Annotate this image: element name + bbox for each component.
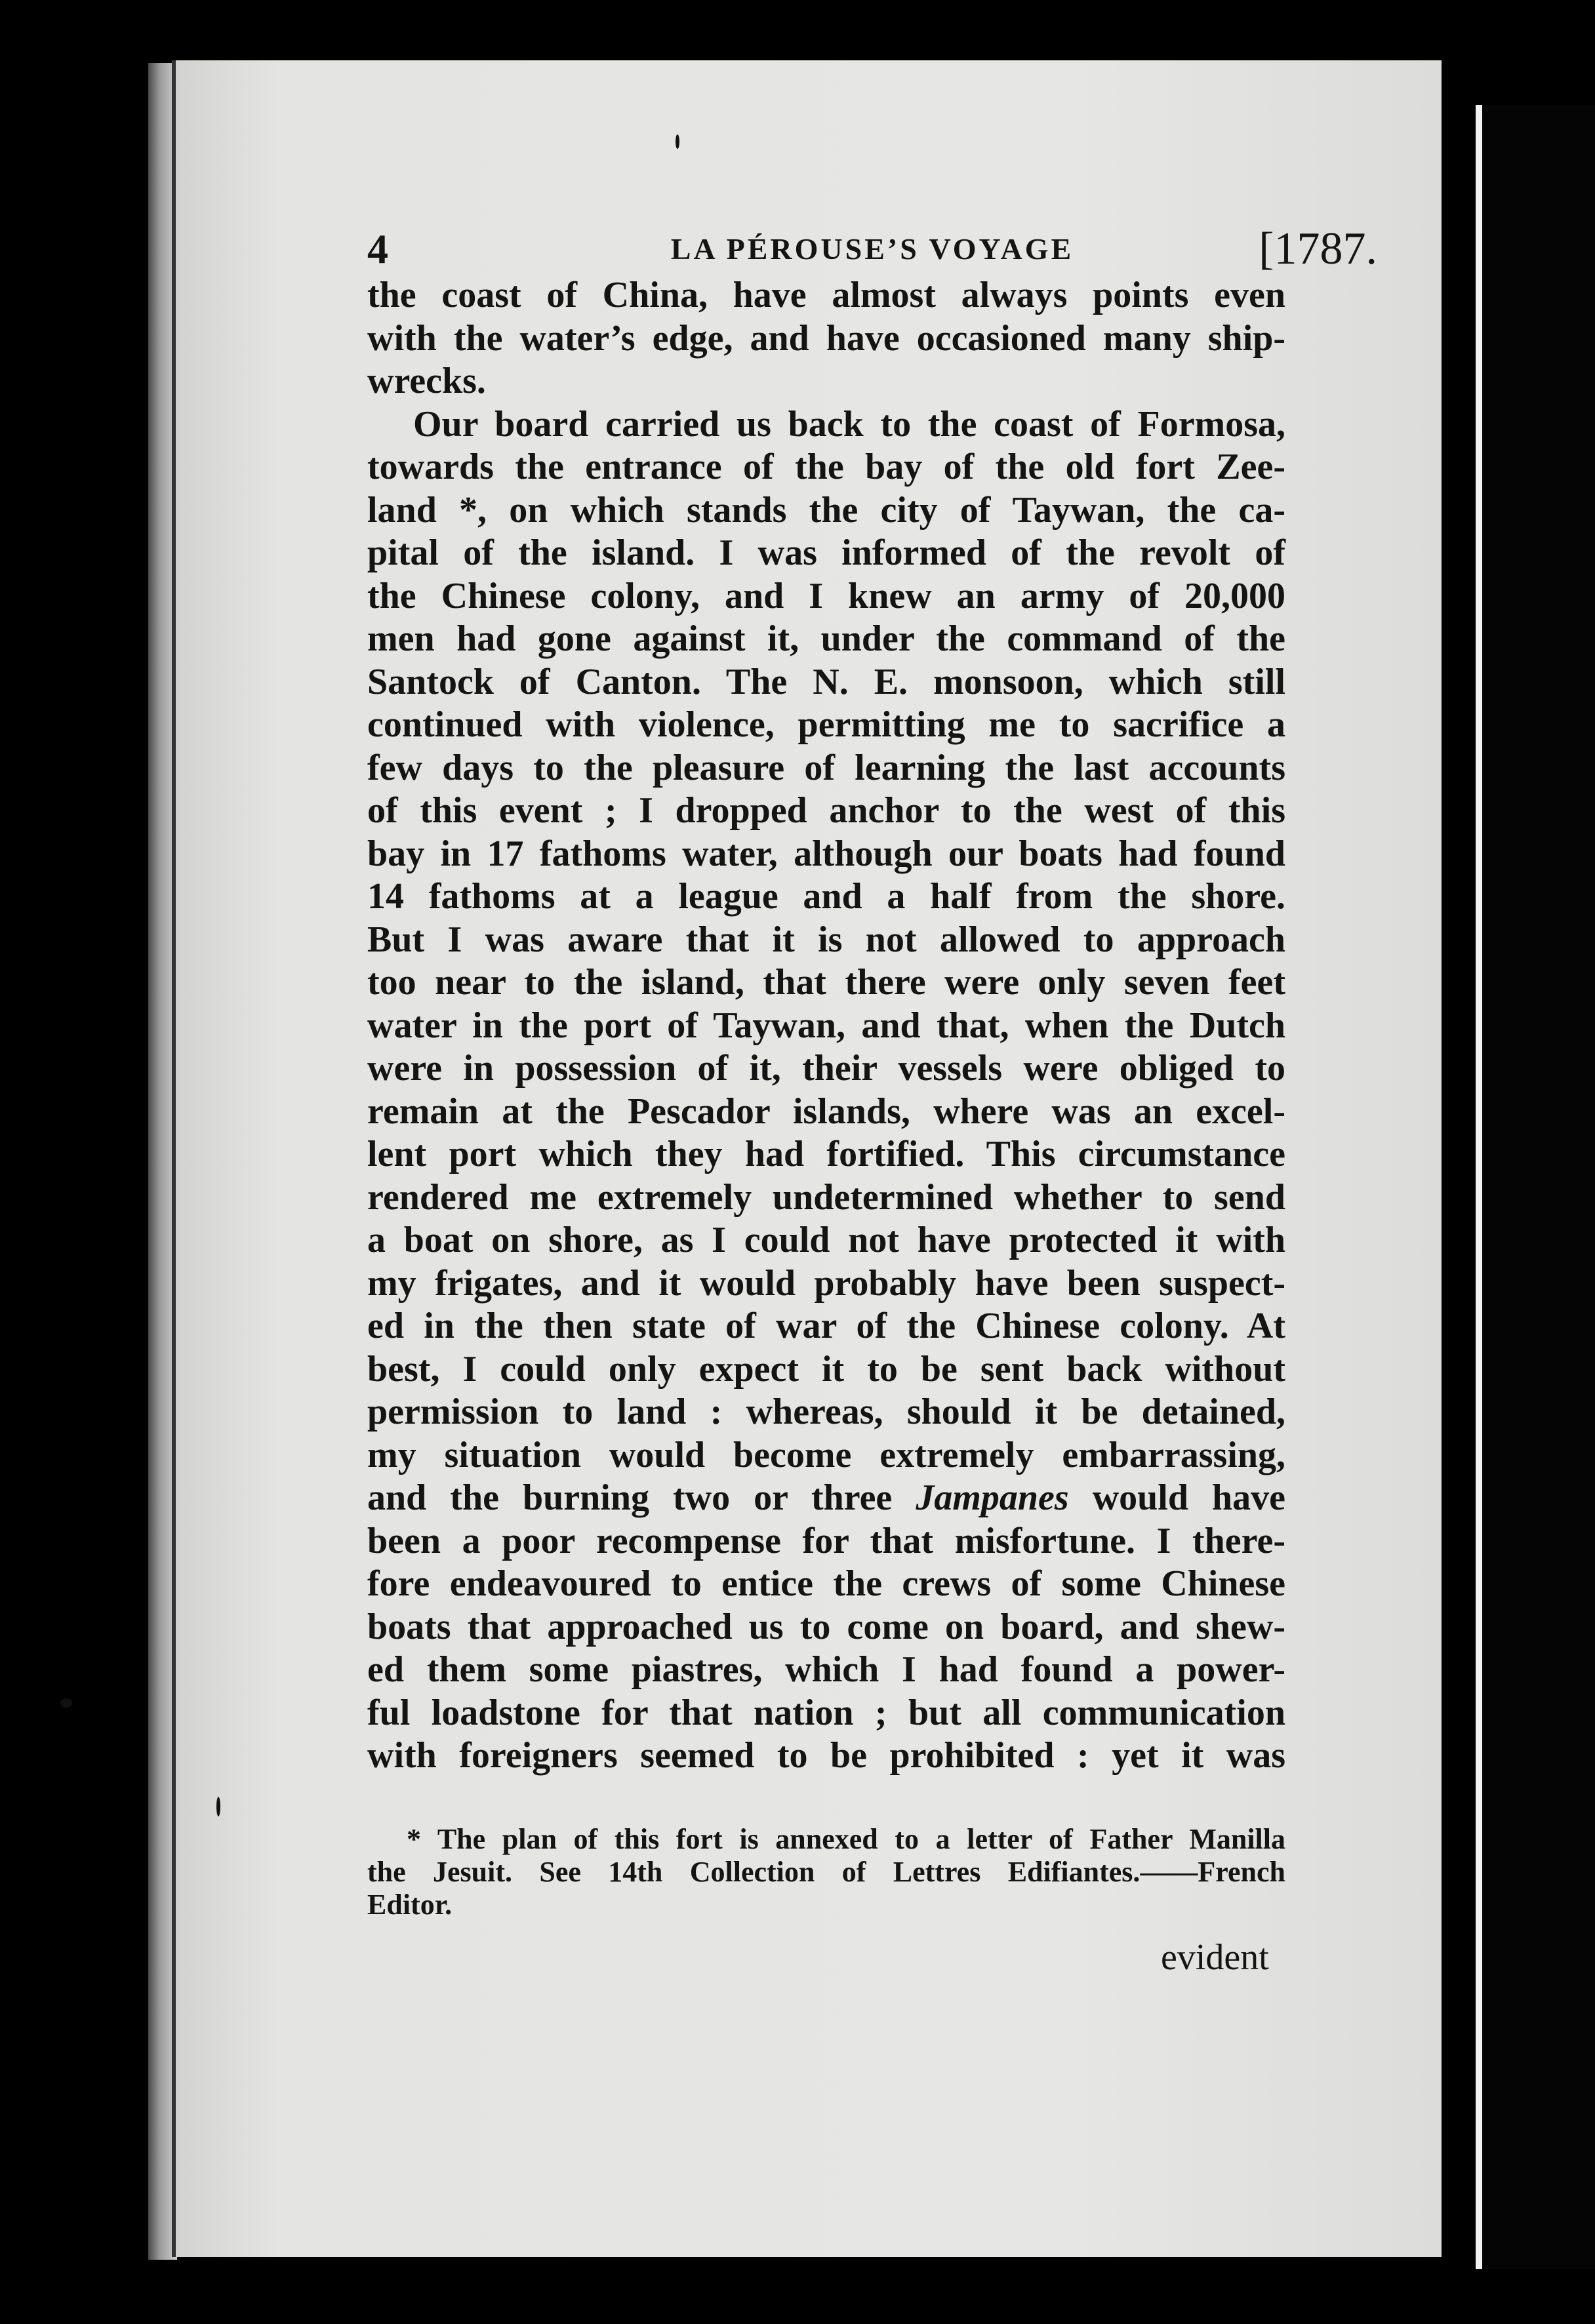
body-line: with the water’s edge, and have occasioned many ship-: [367, 317, 1285, 359]
body-line: best, I could only expect it to be sent back without: [367, 1348, 1285, 1390]
footnote: [367, 1823, 1285, 1921]
body-line: bay in 17 fathoms water, although our boats had found: [367, 833, 1285, 874]
body-line: pital of the island. I was informed of the revolt of: [367, 532, 1285, 573]
body-line: boats that approached us to come on board, and shew-: [367, 1606, 1285, 1647]
body-line: rendered me extremely undetermined whether to send: [367, 1176, 1285, 1218]
body-line: the Chinese colony, and I knew an army of 20,000: [367, 575, 1285, 616]
italic-line-after: would have: [1092, 1477, 1285, 1518]
italic-line-before: and the burning two or three: [367, 1477, 893, 1518]
body-line: ful loadstone for that nation ; but all communication: [367, 1692, 1285, 1733]
body-line: my situation would become extremely embarrassing,: [367, 1434, 1285, 1475]
running-head: [367, 220, 1377, 279]
page-gutter: [1442, 60, 1476, 2257]
body-line: my frigates, and it would probably have been suspect-: [367, 1262, 1285, 1304]
body-line: remain at the Pescador islands, where was an excel-: [367, 1091, 1285, 1132]
body-line: permission to land : whereas, should it be detained,: [367, 1392, 1285, 1432]
footnote-line: the Jesuit. See 14th Collection of Lettres Edifiantes.——French: [367, 1856, 1285, 1888]
body-line: continued with violence, permitting me to sacrifice a: [367, 704, 1285, 745]
body-line: wrecks.: [367, 361, 486, 401]
body-text: [367, 274, 1285, 1778]
body-line: of this event ; I dropped anchor to the west of this: [367, 790, 1285, 831]
catchword: evident: [1161, 1937, 1269, 1978]
scan-speck: [60, 1698, 72, 1708]
italic-word: Jampanes: [916, 1477, 1069, 1518]
body-line: the coast of China, have almost always points even: [367, 275, 1285, 315]
page-number: 4: [367, 226, 388, 272]
body-line: been a poor recompense for that misfortune. I there-: [367, 1520, 1285, 1561]
scan-speck: [676, 134, 679, 149]
scan-speck: [216, 1797, 220, 1816]
body-line-with-italic: [367, 1477, 1285, 1520]
body-line: fore endeavoured to entice the crews of some Chinese: [367, 1563, 1285, 1604]
body-line: land *, on which stands the city of Taywan, the ca-: [367, 489, 1285, 531]
running-title: LA PÉROUSE’S VOYAGE: [670, 232, 1074, 266]
body-line: a boat on shore, as I could not have protected it with: [367, 1220, 1285, 1260]
body-line: ed in the then state of war of the Chinese colony. At: [367, 1306, 1285, 1346]
body-line: with foreigners seemed to be prohibited : yet it was: [367, 1735, 1285, 1776]
body-line: too near to the island, that there were only seven feet: [367, 962, 1285, 1003]
body-line: few days to the pleasure of learning the last accounts: [367, 747, 1285, 788]
next-page-edge: [1476, 105, 1595, 2269]
body-line: water in the port of Taywan, and that, when the Dutch: [367, 1005, 1285, 1046]
running-year: [1787.: [1259, 224, 1377, 274]
body-line: men had gone against it, under the command of the: [367, 618, 1285, 659]
body-line: Santock of Canton. The N. E. monsoon, which still: [367, 661, 1285, 702]
body-line: 14 fathoms at a league and a half from the shore.: [367, 876, 1285, 917]
body-line: lent port which they had fortified. This circumstance: [367, 1134, 1285, 1174]
body-line: But I was aware that it is not allowed to approach: [367, 919, 1285, 960]
body-line: were in possession of it, their vessels were obliged to: [367, 1048, 1285, 1089]
body-line: ed them some piastres, which I had found a power-: [367, 1649, 1285, 1690]
footnote-line: Editor.: [367, 1889, 453, 1921]
body-line: towards the entrance of the bay of the old fort Zee-: [367, 447, 1285, 487]
body-line: Our board carried us back to the coast of Formosa,: [413, 403, 1285, 445]
footnote-line: * The plan of this fort is annexed to a letter of Father Manilla: [407, 1823, 1285, 1855]
